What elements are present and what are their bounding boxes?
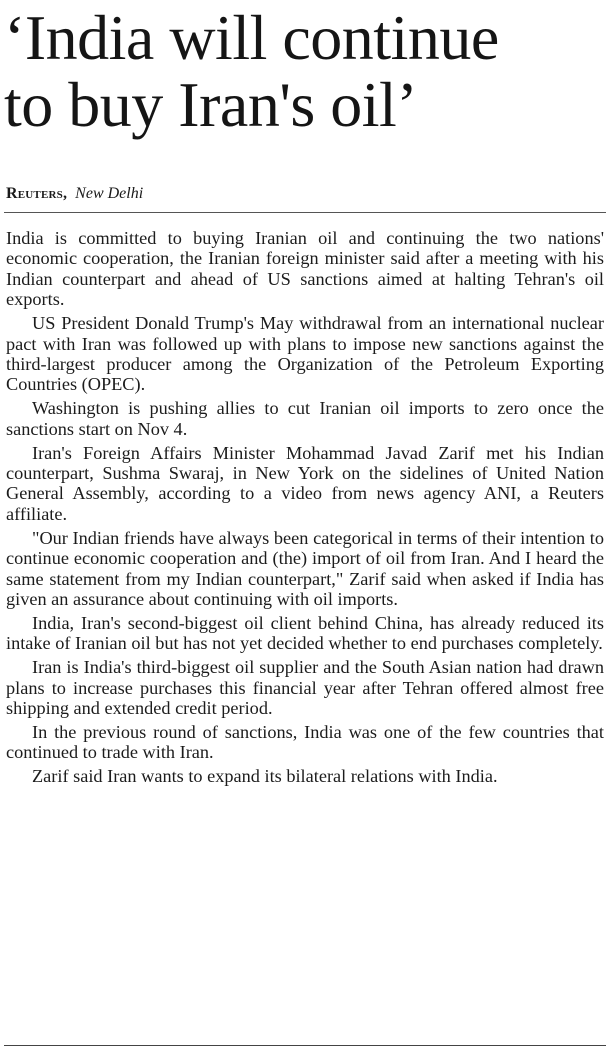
headline-line-2: to buy Iran's oil’ <box>4 69 418 140</box>
paragraph-1: India is committed to buying Iranian oil and continuing the two nations' economic cooperation, the Iranian foreign minister said after a meeting with his Indian counterpart and ahead of US sanctions aimed at halting Tehran's oil exports. <box>6 228 604 310</box>
headline <box>4 4 604 138</box>
paragraph-6: India, Iran's second-biggest oil client behind China, has already reduced its intake of Iranian oil but has not yet decided whether to end purchases completely. <box>6 612 604 654</box>
paragraph-2: US President Donald Trump's May withdrawal from an international nuclear pact with Iran was followed up with plans to impose new sanctions against the third-largest producer among the Organization of the Petroleum Exporting Countries (OPEC). <box>6 313 604 395</box>
byline-divider <box>4 212 606 213</box>
paragraph-8: In the previous round of sanctions, India was one of the few countries that continued to trade with Iran. <box>6 721 604 763</box>
paragraph-9: Zarif said Iran wants to expand its bilateral relations with India. <box>32 766 498 787</box>
paragraph-4: Iran's Foreign Affairs Minister Mohammad Javad Zarif met his Indian counterpart, Sushma Swaraj, in New York on the sidelines of United Nation General Assembly, according to a video from news agency ANI, a Reuters affiliate. <box>6 442 604 524</box>
bottom-divider <box>4 1045 606 1046</box>
article-body <box>6 228 604 790</box>
headline-line-1: ‘India will continue <box>4 2 499 73</box>
paragraph-5: "Our Indian friends have always been categorical in terms of their intention to continue economic cooperation and (the) import of oil from Iran. And I heard the same statement from my Indian counterpart," Zarif said when asked if India has given an assurance about continuing with oil imports. <box>6 527 604 609</box>
byline <box>6 184 143 204</box>
byline-place: New Delhi <box>75 185 144 202</box>
paragraph-7: Iran is India's third-biggest oil supplier and the South Asian nation had drawn plans to increase purchases this financial year after Tehran offered almost free shipping and extended credit period. <box>6 657 604 718</box>
byline-agency: Reuters, <box>6 185 68 202</box>
paragraph-3: Washington is pushing allies to cut Iranian oil imports to zero once the sanctions start on Nov 4. <box>6 398 604 439</box>
